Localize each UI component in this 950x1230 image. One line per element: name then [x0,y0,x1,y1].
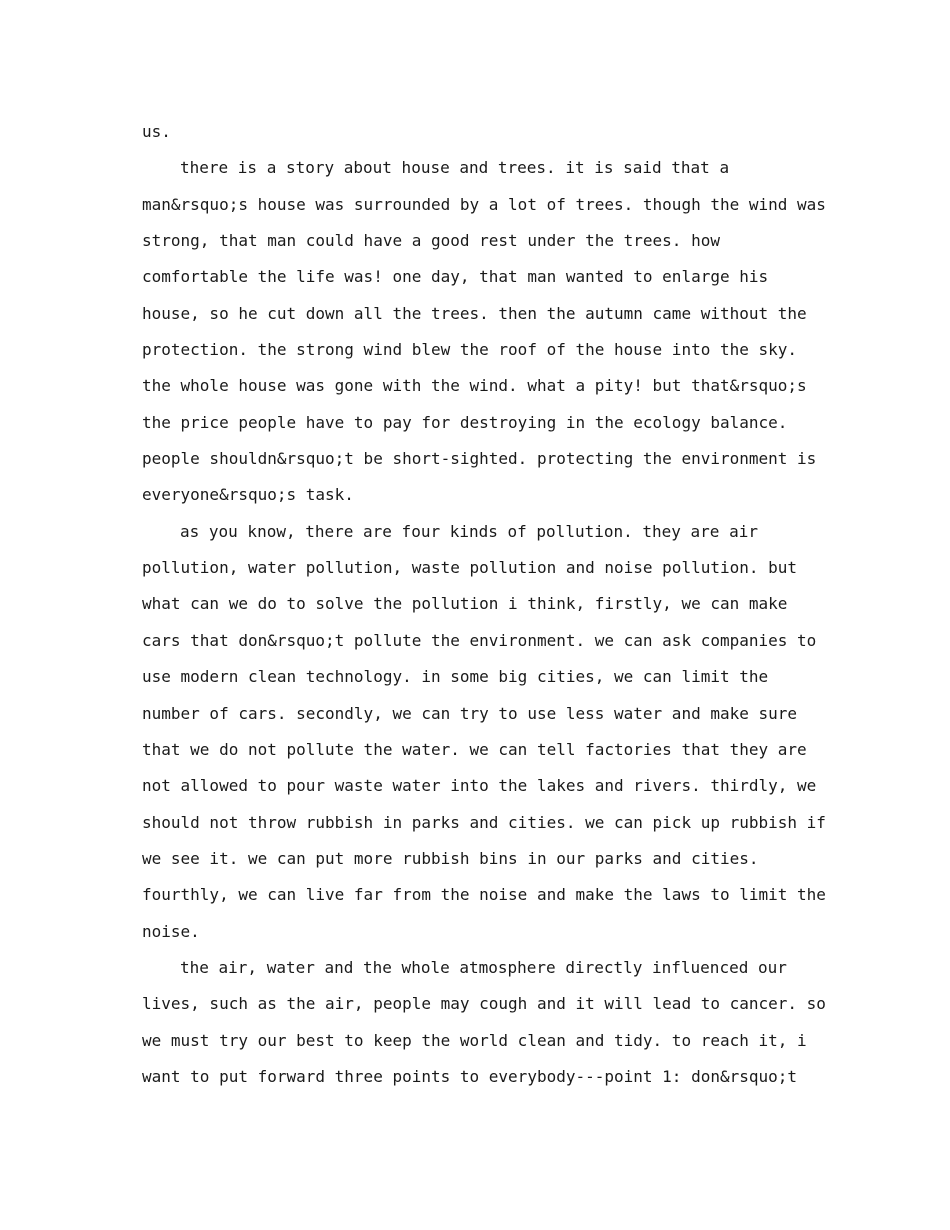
text-line: us. [142,122,171,141]
paragraph-first-line: the air, water and the whole atmosphere directly influenced our [180,957,787,977]
text-line: cars that don&rsquo;t pollute the environment. we can ask companies to [142,630,817,650]
text-line: people shouldn&rsquo;t be short-sighted. protecting the environment is [142,449,817,469]
text-line: the price people have to pay for destroying in the ecology balance. [142,412,788,432]
text-line: the whole house was gone with the wind. what a pity! but that&rsquo;s [142,376,807,396]
text-line: number of cars. secondly, we can try to use less water and make sure [142,703,798,723]
text-line: house, so he cut down all the trees. then the autumn came without the [142,303,807,323]
paragraph-first-line: as you know, there are four kinds of pollution. they are air [180,521,758,541]
text-line: man&rsquo;s house was surrounded by a lot of trees. though the wind was [142,194,826,214]
text-line: noise. [142,921,200,941]
text-line: use modern clean technology. in some big cities, we can limit the [142,667,769,687]
paragraph-first-line: there is a story about house and trees. it is said that a [180,158,730,178]
essay-text [142,120,826,1101]
text-line: lives, such as the air, people may cough and it will lead to cancer. so [142,994,826,1014]
text-line: protection. the strong wind blew the roof of the house into the sky. [142,340,798,360]
text-line: fourthly, we can live far from the noise and make the laws to limit the [142,885,826,905]
text-line: what can we do to solve the pollution i think, firstly, we can make [142,594,788,614]
text-line: strong, that man could have a good rest under the trees. how [142,231,720,251]
text-line: should not throw rubbish in parks and cities. we can pick up rubbish if [142,812,826,832]
text-line: want to put forward three points to everybody---point 1: don&rsquo;t [142,1066,798,1086]
text-line: pollution, water pollution, waste pollution and noise pollution. but [142,558,798,578]
text-line: not allowed to pour waste water into the lakes and rivers. thirdly, we [142,776,817,796]
text-line: everyone&rsquo;s task. [142,485,354,505]
text-line: comfortable the life was! one day, that man wanted to enlarge his [142,267,769,287]
text-line: we see it. we can put more rubbish bins in our parks and cities. [142,848,759,868]
text-line: that we do not pollute the water. we can tell factories that they are [142,739,807,759]
text-line: we must try our best to keep the world clean and tidy. to reach it, i [142,1030,807,1050]
